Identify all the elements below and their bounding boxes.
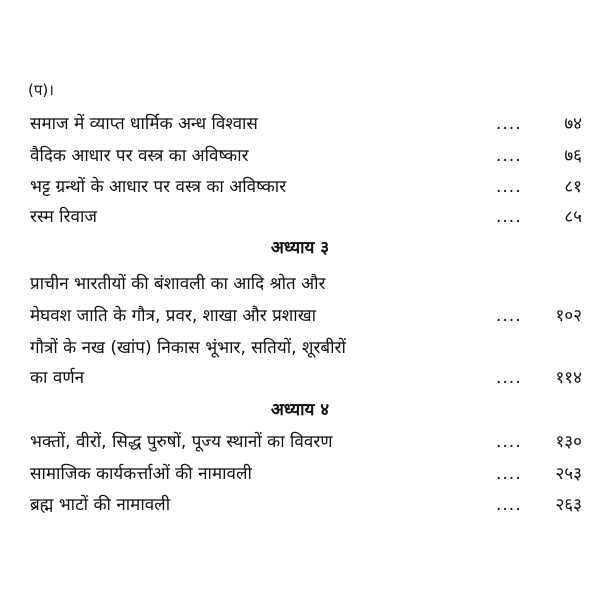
toc-entry-leader: .... — [496, 464, 522, 484]
toc-entry-leader: .... — [496, 495, 522, 515]
section-marker: (प)। — [28, 81, 54, 99]
chapter-heading: अध्याय ४ — [270, 400, 330, 420]
toc-entry-title: भट्ट ग्रन्थों के आधार पर वस्त्र का अविष्कार — [30, 177, 287, 197]
toc-entry-leader: .... — [496, 177, 522, 197]
toc-entry — [30, 364, 582, 392]
toc-entry-title: भक्तों, वीरों, सिद्ध पुरुषों, पूज्य स्थानों का विवरण — [30, 432, 333, 452]
toc-entry-title: का वर्णन — [30, 368, 85, 388]
toc-entry-leader: .... — [496, 432, 522, 452]
toc-entry-page: ८१ — [564, 177, 582, 197]
chapter-heading: अध्याय ३ — [270, 238, 330, 258]
toc-entry-title: गौत्रों के नख (खांप) निकास भूंभार, सतियों, शूरबीरों — [30, 338, 346, 358]
toc-entry-page: ११४ — [555, 368, 582, 388]
toc-entry-leader: .... — [496, 114, 522, 134]
toc-entry — [30, 302, 582, 330]
toc-entry — [30, 203, 582, 231]
toc-entry — [30, 173, 582, 201]
toc-entry-leader: .... — [496, 207, 522, 227]
toc-entry-page: १०२ — [555, 306, 582, 326]
toc-entry-line — [30, 334, 582, 362]
toc-entry-title: सामाजिक कार्यकर्त्ताओं की नामावली — [30, 464, 252, 484]
toc-entry — [30, 110, 582, 138]
toc-entry-leader: .... — [496, 146, 522, 166]
toc-entry-leader: .... — [496, 306, 522, 326]
toc-entry-title: प्राचीन भारतीयों की बंशावली का आदि श्रोत और — [30, 274, 326, 294]
toc-entry-title: समाज में व्याप्त धार्मिक अन्ध विश्वास — [30, 114, 258, 134]
toc-entry-page: ८५ — [564, 207, 582, 227]
toc-entry-page: ७४ — [564, 114, 582, 134]
toc-entry-leader: .... — [496, 368, 522, 388]
toc-entry-title: रस्म रिवाज — [30, 207, 97, 227]
toc-entry-title: ब्रह्म भाटों की नामावली — [30, 495, 171, 515]
toc-entry — [30, 142, 582, 170]
toc-entry — [30, 460, 582, 488]
toc-entry-page: १३० — [555, 432, 582, 452]
toc-entry — [30, 428, 582, 456]
toc-entry-title: मेघवश जाति के गौत्र, प्रवर, शाखा और प्रशाखा — [30, 306, 317, 326]
toc-entry-page: २५३ — [555, 464, 582, 484]
toc-entry-title: वैदिक आधार पर वस्त्र का अविष्कार — [30, 146, 249, 166]
toc-entry — [30, 491, 582, 519]
toc-entry-page: २६३ — [555, 495, 582, 515]
toc-entry-line — [30, 270, 582, 298]
toc-entry-page: ७६ — [564, 146, 582, 166]
